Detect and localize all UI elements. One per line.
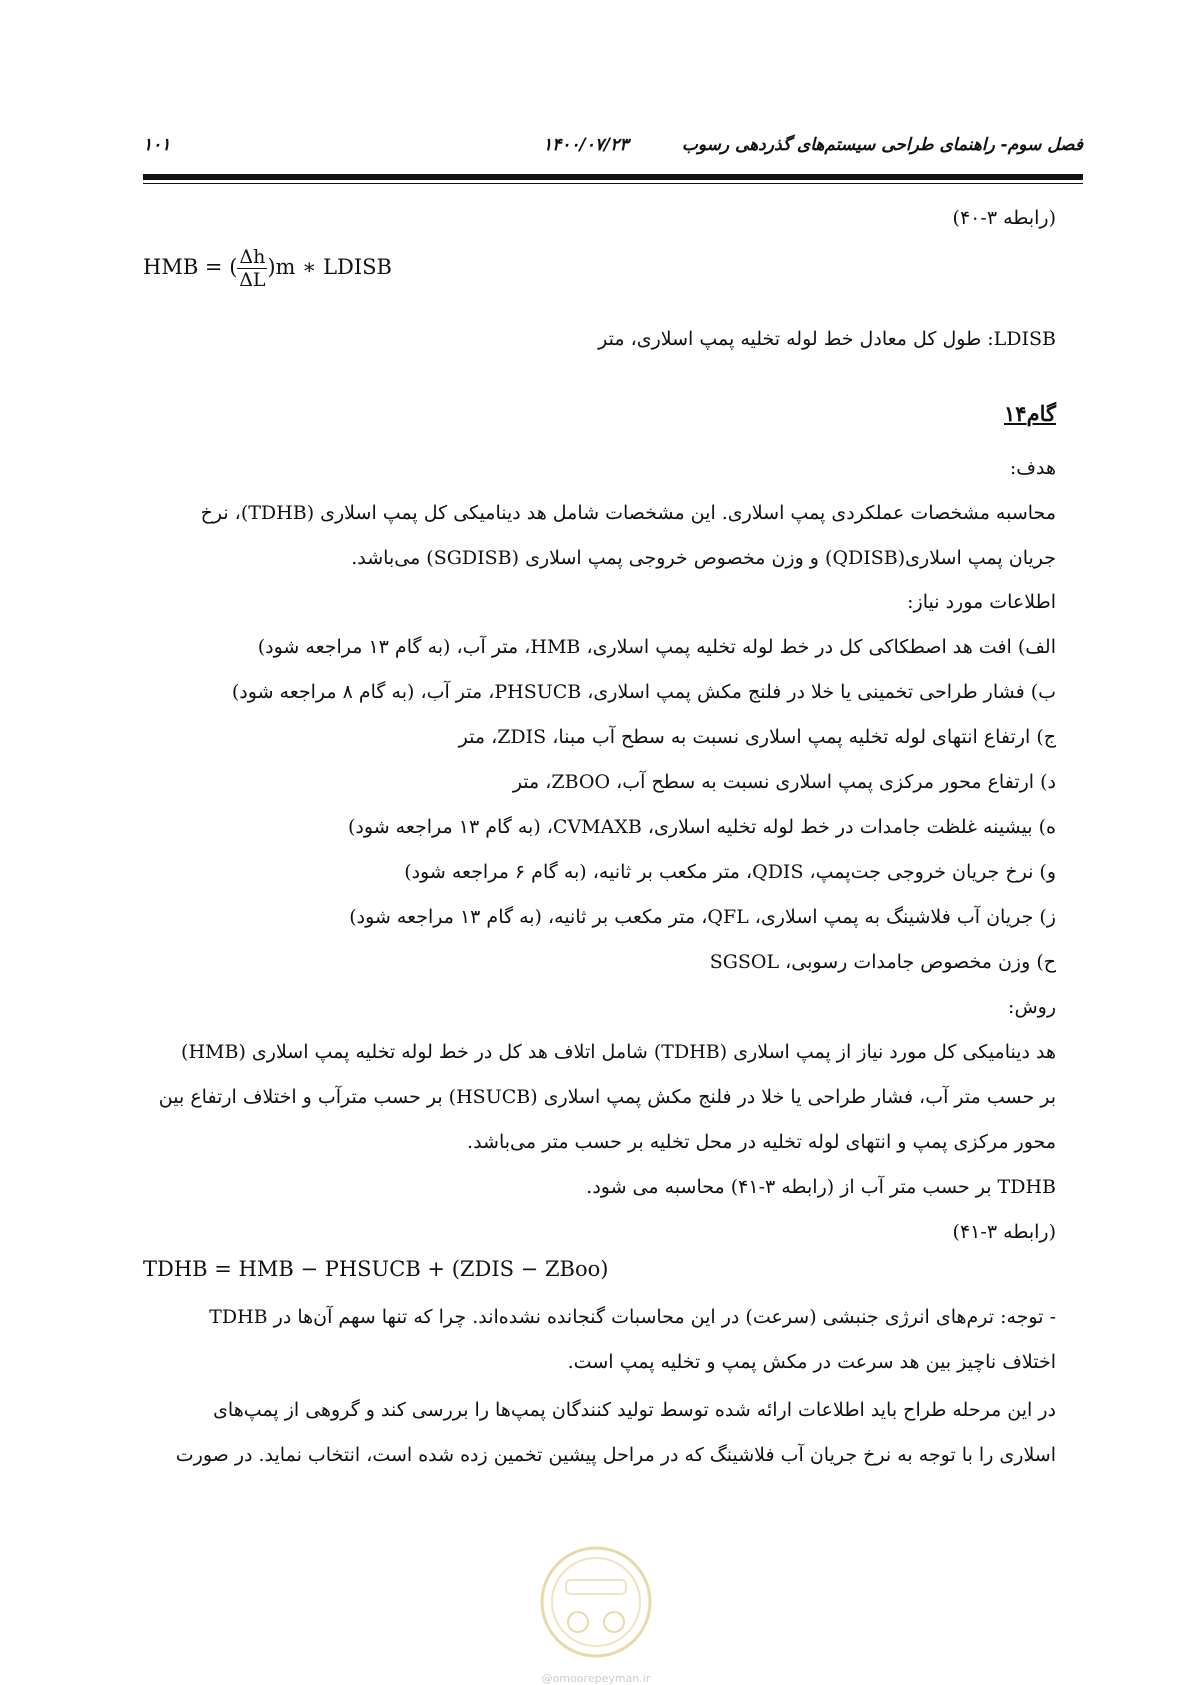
paragraph-line-1: در این مرحله طراح باید اطلاعات ارائه شده توسط تولید کنندگان پمپ‌ها را بررسی کند و گروهی از پمپ‌های — [213, 1399, 1056, 1421]
note-line-1: - توجه: ترم‌های انرژی جنبشی (سرعت) در این محاسبات گنجانده نشده‌اند. چرا که تنها سهم آن‌ها در TDHB — [209, 1306, 1056, 1328]
equation-41: TDHB = HMB − PHSUCB + (ZDIS − ZBoo) — [143, 1257, 609, 1281]
list-item: و) نرخ جریان خروجی جت‌پمپ، QDIS، متر مکعب بر ثانیه، (به گام ۶ مراجعه شود) — [404, 861, 1056, 883]
list-item: ه) بیشینه غلظت جامدات در خط لوله تخلیه اسلاری، CVMAXB، (به گام ۱۳ مراجعه شود) — [348, 816, 1056, 838]
eq40-lhs: HMB = ( — [143, 255, 238, 279]
method-line-2: بر حسب متر آب، فشار طراحی یا خلا در فلنج مکش پمپ اسلاری (HSUCB) بر حسب مترآب و اختلاف ارتفاع بین — [158, 1086, 1056, 1108]
equation-40-label: (رابطه ۳-۴۰) — [952, 207, 1056, 229]
note-line-2: اختلاف ناچیز بین هد سرعت در مکش پمپ و تخلیه پمپ است. — [567, 1351, 1056, 1373]
list-item: الف) افت هد اصطکاکی کل در خط لوله تخلیه پمپ اسلاری، HMB، متر آب، (به گام ۱۳ مراجعه شود) — [257, 636, 1056, 658]
goal-text-line-2: جریان پمپ اسلاری(QDISB) و وزن مخصوص خروجی پمپ اسلاری (SGDISB) می‌باشد. — [351, 547, 1056, 569]
eq40-subscript: )m — [267, 255, 296, 279]
ldisb-definition: LDISB: طول کل معادل خط لوله تخلیه پمپ اسلاری، متر — [598, 328, 1056, 350]
eq40-fraction — [237, 246, 267, 291]
paragraph-line-2: اسلاری را با توجه به نرخ جریان آب فلاشینگ که در مراحل پیشین تخمین زده شده است، انتخاب نماید. در صورت — [175, 1444, 1056, 1466]
watermark-caption: @omoorepeyman.ir — [541, 1672, 651, 1685]
list-item: ب) فشار طراحی تخمینی یا خلا در فلنج مکش پمپ اسلاری، PHSUCB، متر آب، (به گام ۸ مراجعه شود) — [231, 681, 1056, 703]
step-title-text: گام۱۴ — [1004, 401, 1056, 426]
page-header — [143, 128, 1083, 162]
header-rule-thin — [143, 183, 1083, 184]
header-rule-thick — [143, 174, 1083, 180]
header-date: ۱۴۰۰/۰۷/۲۳ — [543, 135, 629, 155]
eq40-denominator: ΔL — [239, 269, 266, 291]
method-line-3: محور مرکزی پمپ و انتهای لوله تخلیه در محل تخلیه بر حسب متر می‌باشد. — [467, 1131, 1056, 1153]
equation-40 — [143, 246, 392, 291]
list-item: د) ارتفاع محور مرکزی پمپ اسلاری نسبت به سطح آب، ZBOO، متر — [512, 771, 1056, 793]
watermark-logo-icon — [526, 1540, 666, 1680]
chapter-title: فصل سوم- راهنمای طراحی سیستم‌های گذردهی رسوب — [681, 135, 1083, 155]
tdhb-line: TDHB بر حسب متر آب از (رابطه ۳-۴۱) محاسبه می شود. — [586, 1176, 1056, 1198]
list-item: ج) ارتفاع انتهای لوله تخلیه پمپ اسلاری نسبت به سطح آب مبنا، ZDIS، متر — [458, 726, 1056, 748]
goal-label: هدف: — [1009, 457, 1056, 479]
method-line-1: هد دینامیکی کل مورد نیاز از پمپ اسلاری (TDHB) شامل اتلاف هد کل در خط لوله تخلیه پمپ اسلاری (HMB) — [181, 1041, 1056, 1063]
list-item: ز) جریان آب فلاشینگ به پمپ اسلاری، QFL، متر مکعب بر ثانیه، (به گام ۱۳ مراجعه شود) — [349, 906, 1056, 928]
eq40-rhs: ∗ LDISB — [295, 255, 392, 279]
equation-41-label: (رابطه ۳-۴۱) — [952, 1221, 1056, 1243]
list-item: ح) وزن مخصوص جامدات رسوبی، SGSOL — [709, 951, 1056, 973]
eq40-numerator: Δh — [239, 246, 266, 268]
goal-text-line-1: محاسبه مشخصات عملکردی پمپ اسلاری. این مشخصات شامل هد دینامیکی کل پمپ اسلاری (TDHB)، نرخ — [200, 502, 1056, 524]
info-label: اطلاعات مورد نیاز: — [907, 591, 1056, 613]
step-title — [143, 392, 1056, 436]
method-label: روش: — [1008, 996, 1056, 1018]
page-number: ۱۰۱ — [143, 135, 171, 155]
